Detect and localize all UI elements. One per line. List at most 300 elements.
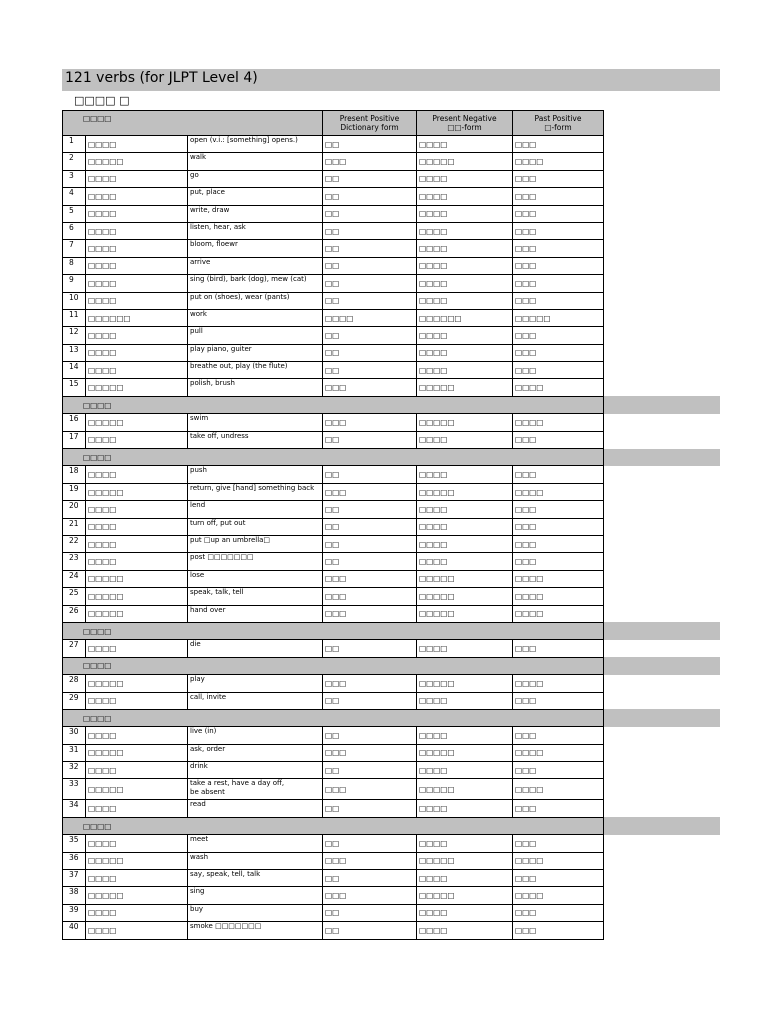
row-number: 14: [63, 362, 86, 379]
negative-form: □□□□: [417, 466, 513, 483]
page-title: 121 verbs (for JLPT Level 4): [65, 70, 258, 86]
verb-japanese: □□□□: [86, 835, 188, 852]
row-number: 39: [63, 904, 86, 921]
verb-japanese: □□□□: [86, 327, 188, 344]
dictionary-form: □□: [323, 922, 417, 939]
verb-japanese: □□□□: [86, 692, 188, 709]
table-row: [63, 292, 604, 309]
row-number: 4: [63, 188, 86, 205]
title-bar: [62, 69, 720, 91]
past-form: □□□: [513, 904, 604, 921]
table-row: [63, 675, 604, 692]
table-row: [63, 188, 604, 205]
verb-japanese: □□□□□: [86, 779, 188, 800]
group-header-row: [63, 396, 604, 413]
negative-form: □□□□: [417, 518, 513, 535]
group-header-row: [63, 657, 604, 674]
verb-meaning: hand over: [188, 605, 323, 622]
verb-japanese: □□□□: [86, 904, 188, 921]
row-number: 16: [63, 414, 86, 431]
group-header-row: [63, 817, 604, 834]
verb-japanese: □□□□□: [86, 675, 188, 692]
table-row: [63, 922, 604, 939]
verb-japanese: □□□□□: [86, 379, 188, 396]
dictionary-form: □□: [323, 800, 417, 817]
group-label: □□□□: [63, 396, 604, 413]
row-number: 34: [63, 800, 86, 817]
negative-form-header: Present Negative □□-form: [417, 111, 513, 136]
row-number: 15: [63, 379, 86, 396]
row-number: 29: [63, 692, 86, 709]
verb-meaning: wash: [188, 852, 323, 869]
past-form: □□□□: [513, 605, 604, 622]
verb-meaning: turn off, put out: [188, 518, 323, 535]
verb-meaning: lend: [188, 501, 323, 518]
table-row: [63, 570, 604, 587]
past-form: □□□□: [513, 379, 604, 396]
negative-form: □□□□: [417, 136, 513, 153]
verb-meaning: swim: [188, 414, 323, 431]
negative-form: □□□□: [417, 292, 513, 309]
table-row: [63, 309, 604, 326]
negative-form: □□□□: [417, 362, 513, 379]
verb-meaning: return, give [hand] something back: [188, 483, 323, 500]
row-number: 22: [63, 535, 86, 552]
past-form: □□□: [513, 136, 604, 153]
verb-japanese: □□□□: [86, 188, 188, 205]
verb-meaning: drink: [188, 762, 323, 779]
negative-form: □□□□□: [417, 379, 513, 396]
row-number: 33: [63, 779, 86, 800]
verb-meaning: lose: [188, 570, 323, 587]
dictionary-form: □□□: [323, 779, 417, 800]
dictionary-form: □□: [323, 188, 417, 205]
row-number: 24: [63, 570, 86, 587]
past-form: □□□: [513, 257, 604, 274]
verb-meaning: go: [188, 170, 323, 187]
verb-meaning: take off, undress: [188, 431, 323, 448]
negative-form: □□□□: [417, 205, 513, 222]
verb-japanese: □□□□: [86, 870, 188, 887]
dictionary-form: □□□: [323, 570, 417, 587]
table-row: [63, 222, 604, 239]
group-header-row: [63, 709, 604, 726]
past-form: □□□: [513, 922, 604, 939]
group-label: □□□□: [63, 657, 604, 674]
verb-meaning: arrive: [188, 257, 323, 274]
past-form: □□□: [513, 692, 604, 709]
dictionary-form: □□□: [323, 483, 417, 500]
past-form: □□□: [513, 727, 604, 744]
verb-meaning: put on (shoes), wear (pants): [188, 292, 323, 309]
negative-form: □□□□□: [417, 779, 513, 800]
past-form: □□□: [513, 518, 604, 535]
table-row: [63, 744, 604, 761]
row-number: 19: [63, 483, 86, 500]
dictionary-form: □□: [323, 692, 417, 709]
negative-form: □□□□: [417, 344, 513, 361]
past-form: □□□: [513, 835, 604, 852]
row-number: 37: [63, 870, 86, 887]
verb-japanese: □□□□□: [86, 588, 188, 605]
table-row: [63, 692, 604, 709]
past-form: □□□□: [513, 852, 604, 869]
dictionary-form: □□: [323, 762, 417, 779]
row-number: 25: [63, 588, 86, 605]
negative-form: □□□□□: [417, 153, 513, 170]
row-number: 21: [63, 518, 86, 535]
dictionary-form: □□□: [323, 153, 417, 170]
negative-form: □□□□: [417, 835, 513, 852]
row-number: 11: [63, 309, 86, 326]
negative-form: □□□□: [417, 222, 513, 239]
dictionary-form: □□□: [323, 887, 417, 904]
dictionary-form: □□□: [323, 414, 417, 431]
past-form: □□□: [513, 800, 604, 817]
dictionary-form: □□: [323, 870, 417, 887]
negative-form: □□□□□: [417, 852, 513, 869]
verb-japanese: □□□□: [86, 257, 188, 274]
dictionary-form: □□: [323, 327, 417, 344]
negative-form: □□□□□□: [417, 309, 513, 326]
table-row: [63, 362, 604, 379]
negative-form: □□□□: [417, 275, 513, 292]
negative-form: □□□□□: [417, 483, 513, 500]
past-form: □□□: [513, 292, 604, 309]
row-number: 38: [63, 887, 86, 904]
verb-meaning: listen, hear, ask: [188, 222, 323, 239]
past-form: □□□□: [513, 483, 604, 500]
dictionary-form: □□: [323, 466, 417, 483]
negative-form: □□□□□: [417, 414, 513, 431]
past-form: □□□: [513, 240, 604, 257]
past-form: □□□□: [513, 887, 604, 904]
table-row: [63, 170, 604, 187]
negative-form: □□□□: [417, 257, 513, 274]
table-row: [63, 535, 604, 552]
verb-japanese: □□□□: [86, 431, 188, 448]
group-label: □□□□: [63, 622, 604, 639]
verb-meaning: say, speak, tell, talk: [188, 870, 323, 887]
verb-japanese: □□□□□: [86, 852, 188, 869]
dictionary-form: □□□: [323, 744, 417, 761]
negative-form: □□□□: [417, 240, 513, 257]
verb-meaning: play piano, guiter: [188, 344, 323, 361]
past-form: □□□□: [513, 153, 604, 170]
dictionary-form: □□: [323, 222, 417, 239]
verb-japanese: □□□□: [86, 170, 188, 187]
negative-form: □□□□□: [417, 744, 513, 761]
negative-form: □□□□: [417, 762, 513, 779]
verb-meaning: breathe out, play (the flute): [188, 362, 323, 379]
past-form: □□□: [513, 535, 604, 552]
dictionary-form: □□: [323, 240, 417, 257]
group-label: □□□□: [63, 709, 604, 726]
verb-meaning: sing (bird), bark (dog), mew (cat): [188, 275, 323, 292]
verb-table: [62, 110, 604, 940]
verb-japanese: □□□□: [86, 362, 188, 379]
verb-japanese: □□□□: [86, 240, 188, 257]
table-row: [63, 483, 604, 500]
dictionary-form: □□: [323, 835, 417, 852]
dictionary-form: □□: [323, 170, 417, 187]
verb-meaning: live (in): [188, 727, 323, 744]
negative-form: □□□□□: [417, 605, 513, 622]
negative-form: □□□□: [417, 800, 513, 817]
verb-japanese: □□□□: [86, 762, 188, 779]
row-number: 6: [63, 222, 86, 239]
row-number: 26: [63, 605, 86, 622]
table-row: [63, 835, 604, 852]
dictionary-form: □□: [323, 518, 417, 535]
negative-form: □□□□: [417, 553, 513, 570]
verb-meaning: play: [188, 675, 323, 692]
row-number: 7: [63, 240, 86, 257]
row-number: 40: [63, 922, 86, 939]
past-form: □□□□: [513, 744, 604, 761]
table-row: [63, 257, 604, 274]
past-form: □□□: [513, 344, 604, 361]
table-row: [63, 553, 604, 570]
verb-meaning: put □up an umbrella□: [188, 535, 323, 552]
row-number: 12: [63, 327, 86, 344]
verb-japanese: □□□□□: [86, 414, 188, 431]
past-form: □□□: [513, 362, 604, 379]
dictionary-form: □□: [323, 535, 417, 552]
verb-meaning: ask, order: [188, 744, 323, 761]
table-row: [63, 414, 604, 431]
past-form: □□□□: [513, 779, 604, 800]
verb-japanese: □□□□: [86, 553, 188, 570]
verb-japanese: □□□□: [86, 344, 188, 361]
row-number: 5: [63, 205, 86, 222]
past-form: □□□: [513, 640, 604, 657]
verb-japanese: □□□□□: [86, 570, 188, 587]
verb-japanese: □□□□□: [86, 744, 188, 761]
past-form: □□□: [513, 327, 604, 344]
negative-form: □□□□: [417, 870, 513, 887]
row-number: 36: [63, 852, 86, 869]
dictionary-form: □□: [323, 640, 417, 657]
negative-form: □□□□: [417, 327, 513, 344]
verb-meaning: smoke □□□□□□□: [188, 922, 323, 939]
table-row: [63, 762, 604, 779]
table-row: [63, 870, 604, 887]
negative-form: □□□□: [417, 904, 513, 921]
negative-form: □□□□: [417, 692, 513, 709]
row-number: 2: [63, 153, 86, 170]
verb-japanese: □□□□: [86, 922, 188, 939]
dictionary-form: □□: [323, 136, 417, 153]
row-number: 10: [63, 292, 86, 309]
past-form: □□□□: [513, 414, 604, 431]
verb-meaning: call, invite: [188, 692, 323, 709]
verb-meaning: die: [188, 640, 323, 657]
past-form: □□□: [513, 222, 604, 239]
table-row: [63, 605, 604, 622]
table-row: [63, 779, 604, 800]
verb-meaning: speak, talk, tell: [188, 588, 323, 605]
table-header-row: [63, 111, 604, 136]
verb-meaning: meet: [188, 835, 323, 852]
table-row: [63, 379, 604, 396]
verb-japanese: □□□□□: [86, 887, 188, 904]
row-number: 18: [63, 466, 86, 483]
group-header-row: [63, 622, 604, 639]
past-form: □□□: [513, 431, 604, 448]
table-row: [63, 431, 604, 448]
verb-japanese: □□□□□□: [86, 309, 188, 326]
group-label: □□□□: [63, 817, 604, 834]
table-row: [63, 518, 604, 535]
past-form: □□□: [513, 870, 604, 887]
verb-japanese: □□□□: [86, 466, 188, 483]
past-form: □□□□: [513, 675, 604, 692]
verb-japanese: □□□□: [86, 292, 188, 309]
negative-form: □□□□□: [417, 570, 513, 587]
row-number: 27: [63, 640, 86, 657]
table-row: [63, 240, 604, 257]
verb-japanese: □□□□: [86, 275, 188, 292]
verb-meaning: read: [188, 800, 323, 817]
dictionary-form: □□□: [323, 675, 417, 692]
verb-meaning: polish, brush: [188, 379, 323, 396]
past-form: □□□: [513, 762, 604, 779]
past-form: □□□: [513, 188, 604, 205]
row-number: 32: [63, 762, 86, 779]
dictionary-form: □□: [323, 904, 417, 921]
past-form: □□□□: [513, 570, 604, 587]
dictionary-form: □□: [323, 727, 417, 744]
negative-form: □□□□□: [417, 887, 513, 904]
table-row: [63, 852, 604, 869]
past-form: □□□: [513, 553, 604, 570]
dictionary-form: □□: [323, 257, 417, 274]
negative-form: □□□□: [417, 188, 513, 205]
row-number: 13: [63, 344, 86, 361]
table-row: [63, 887, 604, 904]
past-form: □□□: [513, 275, 604, 292]
table-row: [63, 640, 604, 657]
negative-form: □□□□: [417, 431, 513, 448]
dictionary-form: □□□: [323, 379, 417, 396]
row-number: 30: [63, 727, 86, 744]
past-form: □□□: [513, 501, 604, 518]
row-number: 20: [63, 501, 86, 518]
dictionary-form: □□□: [323, 588, 417, 605]
negative-form: □□□□□: [417, 588, 513, 605]
verb-meaning: post □□□□□□□: [188, 553, 323, 570]
row-number: 9: [63, 275, 86, 292]
group-header-row: [63, 449, 604, 466]
row-number: 8: [63, 257, 86, 274]
verb-japanese: □□□□□: [86, 483, 188, 500]
row-number: 31: [63, 744, 86, 761]
verb-meaning: buy: [188, 904, 323, 921]
negative-form: □□□□: [417, 640, 513, 657]
group-column-header: □□□□: [63, 111, 323, 136]
past-form: □□□: [513, 170, 604, 187]
dictionary-form: □□: [323, 344, 417, 361]
verb-japanese: □□□□: [86, 501, 188, 518]
dictionary-form-header: Present Positive Dictionary form: [323, 111, 417, 136]
dictionary-form: □□: [323, 205, 417, 222]
verb-meaning: push: [188, 466, 323, 483]
table-row: [63, 904, 604, 921]
verb-meaning: put, place: [188, 188, 323, 205]
verb-japanese: □□□□□: [86, 153, 188, 170]
dictionary-form: □□: [323, 431, 417, 448]
table-row: [63, 153, 604, 170]
verb-meaning: bloom, floewr: [188, 240, 323, 257]
verb-meaning: pull: [188, 327, 323, 344]
dictionary-form: □□□: [323, 605, 417, 622]
table-row: [63, 501, 604, 518]
dictionary-form: □□□□: [323, 309, 417, 326]
dictionary-form: □□: [323, 292, 417, 309]
dictionary-form: □□: [323, 362, 417, 379]
table-row: [63, 466, 604, 483]
table-row: [63, 800, 604, 817]
verb-meaning: walk: [188, 153, 323, 170]
verb-meaning: take a rest, have a day off, be absent: [188, 779, 323, 800]
negative-form: □□□□: [417, 922, 513, 939]
dictionary-form: □□□: [323, 852, 417, 869]
past-form: □□□□: [513, 588, 604, 605]
negative-form: □□□□: [417, 170, 513, 187]
row-number: 3: [63, 170, 86, 187]
negative-form: □□□□: [417, 535, 513, 552]
table-row: [63, 344, 604, 361]
page-subtitle: □□□□ □: [74, 94, 130, 107]
table-row: [63, 588, 604, 605]
row-number: 28: [63, 675, 86, 692]
verb-japanese: □□□□: [86, 800, 188, 817]
verb-meaning: work: [188, 309, 323, 326]
row-number: 17: [63, 431, 86, 448]
dictionary-form: □□: [323, 501, 417, 518]
row-number: 23: [63, 553, 86, 570]
verb-japanese: □□□□: [86, 136, 188, 153]
verb-japanese: □□□□: [86, 727, 188, 744]
verb-japanese: □□□□: [86, 535, 188, 552]
verb-japanese: □□□□: [86, 640, 188, 657]
verb-japanese: □□□□: [86, 518, 188, 535]
past-form: □□□: [513, 466, 604, 483]
verb-japanese: □□□□: [86, 222, 188, 239]
group-label: □□□□: [63, 449, 604, 466]
negative-form: □□□□: [417, 501, 513, 518]
dictionary-form: □□: [323, 553, 417, 570]
verb-meaning: sing: [188, 887, 323, 904]
verb-japanese: □□□□□: [86, 605, 188, 622]
table-row: [63, 727, 604, 744]
negative-form: □□□□□: [417, 675, 513, 692]
verb-meaning: write, draw: [188, 205, 323, 222]
table-row: [63, 136, 604, 153]
past-form: □□□□□: [513, 309, 604, 326]
verb-japanese: □□□□: [86, 205, 188, 222]
past-form: □□□: [513, 205, 604, 222]
row-number: 1: [63, 136, 86, 153]
table-row: [63, 327, 604, 344]
past-form-header: Past Positive □-form: [513, 111, 604, 136]
negative-form: □□□□: [417, 727, 513, 744]
verb-meaning: open (v.i.: [something] opens.): [188, 136, 323, 153]
row-number: 35: [63, 835, 86, 852]
table-row: [63, 205, 604, 222]
dictionary-form: □□: [323, 275, 417, 292]
